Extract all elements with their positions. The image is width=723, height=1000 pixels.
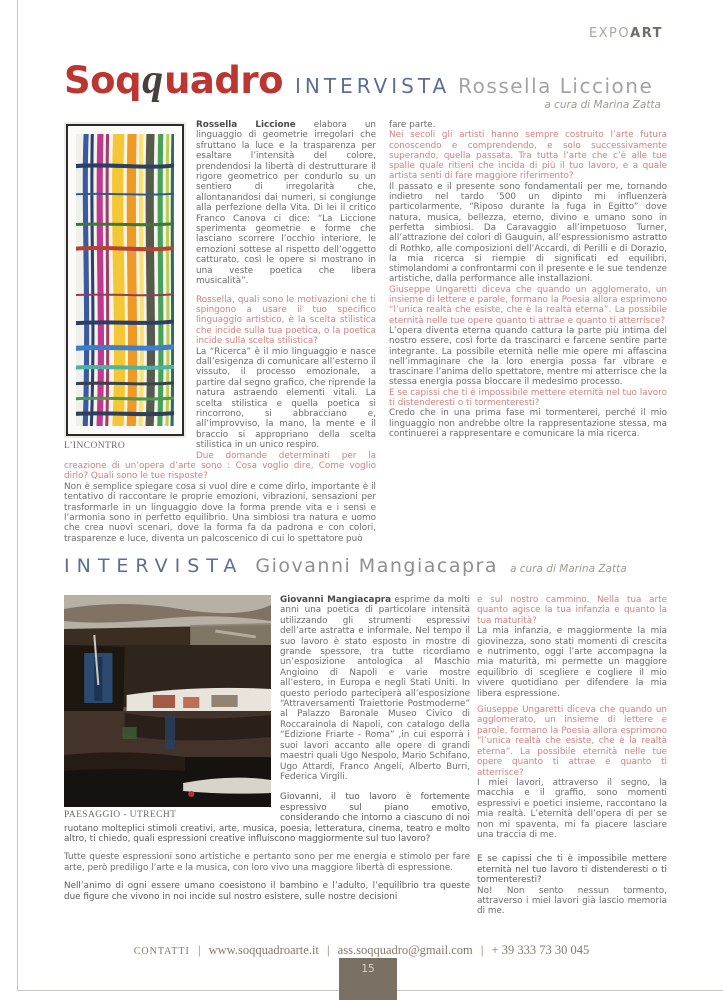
artwork-figure-paesaggio — [64, 595, 271, 820]
interview-question: Nell’animo di ogni essere umano coesistono il bambino e l’adulto, l’equilibrio tra queste due figure che vivono in noi incide sul nostro esistere, sulle nostre decisioni — [64, 881, 470, 902]
bio-text: esprime da molti anni una poetica di particolare intensità utilizzando gli strumenti espressivi dell’arte astratta e informale. Nel tempo il suo lavoro è stato esposto in mostre di grande spessore, tra tutte ricordiamo un’esposizione antologica al Maschio Angioino di Napoli e varie mostre all’estero, in Europa e negli Stati Uniti. In questo periodo parteciperà all’esposizione “Attraversamenti Traiettorie Postmoderne” al Palazzo Baronale Museo Civico di Roccarainola di Napoli, con catalogo della “Edizione Friarte - Roma” ,in cui esporrà i suoi lavori accanto alle opere di grandi maestri quali Ugo Nespolo, Mario Schifano, Ugo Attardi, Franco Angeli, Alberto Burri, Federica Virgili. — [280, 595, 470, 782]
contacts-bar — [0, 943, 723, 958]
logo-part: Soq — [64, 59, 142, 102]
artwork-caption-paesaggio: PAESAGGIO - UTRECHT — [64, 810, 177, 820]
separator: | — [327, 943, 330, 957]
interview-answer: Tutte queste espressioni sono artistiche e pertanto sono per me energia e stimolo per fare arte, però prediligo l’arte e la musica, con loro vivo una maggiore libertà di espressione. — [64, 852, 470, 873]
interviewee-name: Giovanni Mangiacapra — [255, 555, 498, 577]
masthead — [64, 56, 653, 104]
abstract-stripes-art — [76, 134, 174, 426]
interview-answer: Il passato e il presente sono fondamentali per me, tornando indietro nel tardo ’500 un dipinto mi influenzerà particolarmente, “Riposo durante la fuga in Egitto” dove natura, musica, bellezza, eterno, divino e umano sono in perfetta simbiosi. Da Caravaggio all’impetuoso Turner, all’attrazione dei colori di Gauguin, all’espressionismo astratto di Rothko, alle composizioni dell’Accardi, di Perilli e di Dorazio, la mia ricerca si riempie di significati ed equilibri, stimolandomi a confrontarmi con il presente e le sue tendenze artistiche, dalla performance alle installazioni. — [389, 181, 667, 285]
artist-name-bold: Rossella Liccione — [196, 120, 296, 130]
artwork-paesaggio-image — [64, 595, 271, 807]
interview-question: Giuseppe Ungaretti diceva che quando un agglomerato, un insieme di lettere e parole, formano la Poesia allora esprimono “l’unica realtà che esiste, che è la realtà eterna”. La possibile eternità nelle tue opere quanto ti attrae e quanto ti atterrisce? — [477, 705, 667, 778]
curator-byline: a cura di Marina Zatta — [509, 563, 627, 575]
interview-question: Due domande determinati per la creazione di un’opera d’arte sono : Cosa voglio dire, Come voglio dirlo? Quali sono le tue risposte? — [64, 450, 376, 482]
interview-answer: fare parte. — [389, 120, 436, 130]
website-url: www.soqquadroarte.it — [208, 943, 319, 957]
page-number-tab — [339, 958, 397, 1000]
phone-number: + 39 333 73 30 045 — [491, 943, 590, 957]
interview-question: Giovanni, il tuo lavoro è fortemente espressivo sul piano emotivo, considerando che intorno a ciascuno di noi ruotano molteplici stimoli creativi, arte, musica, poesia, letteratura, cinema, teatro e molto altro, ti chiedo, quali espressioni creative influiscono maggiormente sul tuo lavoro? — [64, 792, 470, 844]
section2-right-column — [477, 595, 667, 917]
interview-question: E se capissi che ti è impossibile mettere eternità nel tuo lavoro ti distenderesti o ti tormenteresti? — [389, 387, 667, 409]
email-address: ass.soqquadro@gmail.com — [337, 943, 473, 957]
artwork-figure-incontro — [64, 122, 186, 451]
interview-question: E se capissi che ti è impossibile mettere eternità nel tuo lavoro ti distenderesti o ti tormenteresti? — [477, 854, 667, 886]
brand-art: ART — [630, 26, 663, 41]
artwork-caption-incontro: L’INCONTRO — [64, 441, 126, 451]
artwork-frame — [66, 124, 184, 436]
logo-part: uadro — [164, 59, 284, 102]
interviewee-name: Rossella Liccione — [458, 74, 654, 98]
artwork-incontro-image — [64, 122, 186, 438]
page-border-left — [17, 0, 18, 991]
separator: | — [480, 943, 484, 957]
brand-wordmark — [589, 26, 663, 41]
interview-answer: No! Non sento nessun tormento, attraverso i miei lavori già lascio memoria di me. — [477, 885, 667, 917]
abstract-landscape-art — [64, 595, 271, 807]
interview-answer: L’opera diventa eterna quando cattura la parte più intima del nostro essere, così forte da trascinarci e farcene sentire parte integrante. La possibile eternità nelle mie opere mi affascina nell’immaginare che la loro energia possa far vibrare e trascinare l’anima dello spettatore, mentre mi atterrisce che la stessa energia possa bloccare il medesimo processo. — [389, 325, 667, 388]
interview-answer: La mia infanzia, e maggiormente la mia giovinezza, sono stati momenti di crescita e nutrimento, oggi l’arte accompagna la mia maturità, mi permette un maggiore equilibrio di scegliere e cogliere il mio vivere quotidiano per difendere la mia libera espressione. — [477, 626, 667, 699]
interview-answer: Credo che in una prima fase mi tormenterei, perché il mio linguaggio non andrebbe oltre la rappresentazione stessa, ma continuerei a rappresentare e comunicare la mia ricerca. — [389, 408, 667, 439]
section1-right-column — [389, 120, 667, 439]
interview-question: Nei secoli gli artisti hanno sempre costruito l’arte futura conoscendo e comprendendo, e solo successivamente superando, quella passata. Tra tutta l’arte che c’è alle tue spalle quale ritieni che incida di più il tuo lavoro, e a quale artista senti di fare maggiore riferimento? — [389, 130, 667, 182]
section2-main-column — [64, 595, 470, 902]
section2-header — [64, 555, 627, 577]
curator-byline: a cura di Marina Zatta — [544, 99, 661, 111]
interview-answer: La “Ricerca” è il mio linguaggio e nasce dall’esigenza di comunicare all’esterno il vissuto, il processo emozionale, a partire dal segno grafico, che riprende la natura astraendo elementi vitali. La scelta stilistica e quella poetica si rincorrono, si abbracciano e, all’improvviso, la mano, la mente e il braccio si appropriano della scelta stilistica in un unico respiro. — [196, 346, 376, 451]
interview-answer: Non è semplice spiegare cosa si vuol dire e come dirlo, importante è il tentativo di raccontare le proprie emozioni, vibrazioni, sensazioni per trasformarle in un linguaggio dove la forma prende vita e i sensi e l’armonia sono in perfetto equilibrio. Una simbiosi tra natura e uomo che crea nuovi scenari, dove la forma fa da padrona e con colori, trasparenze e luce, diventa un palcoscenico di cui lo spettatore può — [64, 481, 376, 544]
interview-label: INTERVISTA — [295, 74, 451, 98]
intro-text: elabora un linguaggio di geometrie irregolari che sfruttano la luce e la trasparenza per esaltare l’intensità del colore, prendendosi la libertà di destrutturare il rigore geometrico per condurlo su un sentiero di irregolarità che, allontanandosi dai numeri, si congiunge alla perfezione della Vita. Di lei il critico Franco Canova ci dice: “La Liccione sperimenta geometrie e forme che lasciano scorrere l’occhio interiore, le emozioni sottese al rispetto dell’oggetto catturato, così le opere si mostrano in una veste poetica che libera musicalità”. — [196, 120, 377, 287]
section1-main-column — [64, 120, 376, 544]
interview-answer: I miei lavori, attraverso il segno, la macchia e il graffio, sono momenti espressivi e poetici insieme, raccontano la mia realtà. L’eternità dell’opera di per se non mi spaventa, mi fa piacere lasciare una traccia di me. — [477, 777, 667, 840]
logo-stylized-q: q — [142, 57, 164, 103]
interview-question: e sul nostro cammino. Nella tua arte quanto agisce la tua infanzia e quanto la tua maturità? — [477, 595, 667, 626]
contacts-label: CONTATTI — [133, 946, 190, 957]
artist-name-bold: Giovanni Mangiacapra — [280, 595, 392, 605]
interview-question: Giuseppe Ungaretti diceva che quando un agglomerato, un insieme di lettere e parole, formano la Poesia allora esprimono “l’unica realtà che esiste, che è la realtà eterna”. La possibile eternità nelle tue opere quanto ti attrae e quanto ti atterrisce? — [389, 284, 667, 326]
interview-label: INTERVISTA — [64, 555, 244, 577]
separator: | — [197, 943, 201, 957]
interview-question: Rossella, quali sono le motivazioni che ti spingono a usare il tuo specifico linguaggio artistico, è la scelta stilistica che incide sulla tua poetica, o la poetica incide sulla scelta stilistica? — [196, 294, 376, 347]
brand-expo: EXPO — [588, 26, 631, 41]
page-number: 15 — [361, 963, 375, 975]
magazine-logo — [64, 56, 283, 104]
